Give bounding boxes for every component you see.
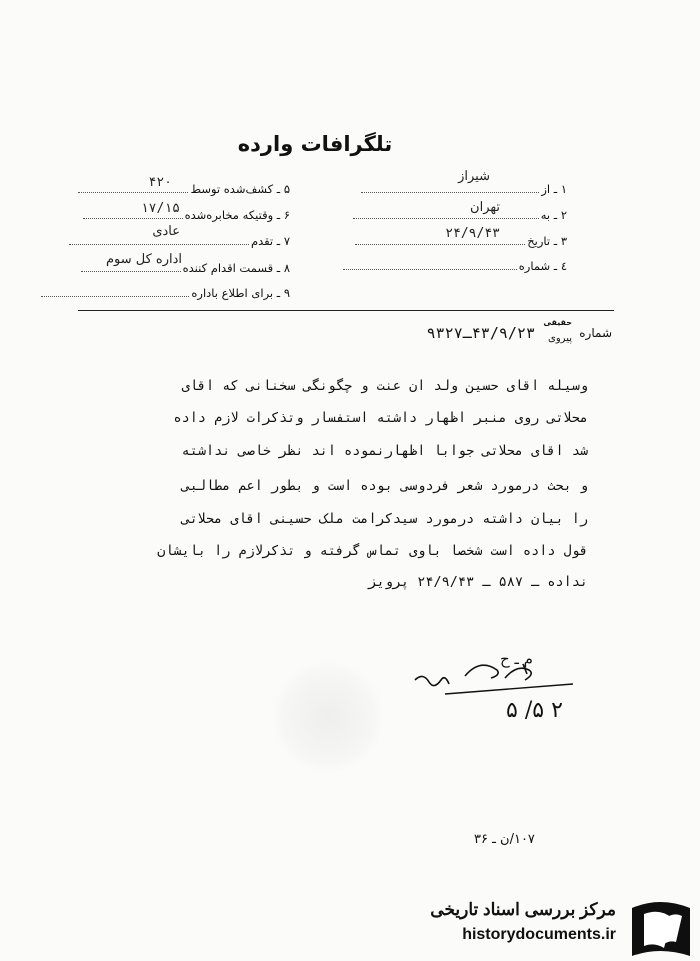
footer-code: ۱۰۷/ن ـ ۳۶: [474, 832, 535, 847]
body-line: شد اقای محلاتی جوابا اظهارنموده اند نظر خاصی نداشته: [181, 443, 588, 459]
field-decoded-by: [78, 182, 290, 196]
field-label: ۵ ـ کشف‌شده توسط: [190, 182, 290, 196]
field-value-action-dept: اداره کل سوم: [105, 252, 182, 267]
signature-stroke: [415, 676, 449, 685]
archive-logo: [400, 898, 692, 958]
divider: [78, 310, 614, 311]
body-line: را بیان داشته درمورد سیدکرامت ملک حسینی اقای محلاتی: [181, 511, 588, 527]
field-label: ۳ ـ تاریخ: [527, 234, 567, 248]
field-label: ۸ ـ قسمت اقدام کننده: [182, 261, 290, 275]
field-value-from: شیراز: [458, 169, 490, 184]
body-line: نداده ـ ۵۸۷ ـ ۲۴/۹/۴۳ پرویز: [368, 574, 588, 590]
annotation-sign-line: م ـ ح: [500, 650, 533, 668]
field-to: [353, 208, 567, 222]
field-label: ۷ ـ تقدم: [250, 234, 290, 248]
field-value-priority: عادی: [152, 224, 180, 239]
field-from: [361, 182, 567, 196]
signature-stroke: [465, 665, 498, 678]
reference-number: ۴۳/۹/۲۳ـ۹۳۲۷: [426, 324, 535, 342]
field-value-to: تهران: [470, 200, 500, 215]
body-line: محلاتی روی منبر اظهار داشته استفسار وتذکرات لازم داده: [173, 410, 588, 426]
field-label: ۱ ـ از: [541, 182, 567, 196]
field-transmitted: [83, 208, 290, 222]
field-label: ۲ ـ به: [540, 208, 567, 222]
body-line: قول داده است شخصا باوی تماس گرفته و تذکرلازم را بایشان: [157, 543, 588, 559]
logo-name: مرکز بررسی اسناد تاریخی: [430, 900, 616, 919]
field-label: ۶ ـ وقتیکه مخابره‌شده: [184, 208, 290, 222]
body-line: و بحث درمورد شعر فردوسی بوده است و بطور اعم مطالبی: [181, 478, 588, 494]
field-label: ٤ ـ شماره: [518, 259, 567, 273]
reference-note-bottom: پیروی: [548, 333, 572, 344]
field-number: [343, 259, 567, 273]
page-title: تلگرافات وارده: [237, 132, 393, 156]
field-value-date: ۲۴/۹/۴۳: [445, 226, 500, 241]
annotation-number: ۲ ۵/ ۵: [506, 698, 563, 723]
reference-note-top: حقیقی: [543, 318, 572, 327]
reference-label: شماره: [579, 326, 612, 340]
field-value-transmitted: ۱۷/۱۵: [140, 201, 180, 216]
logo-url: historydocuments.ir: [462, 926, 616, 943]
field-value-decoded-by: ۴۲۰: [148, 175, 172, 190]
signature-underline: [445, 684, 573, 694]
book-logo-icon: [630, 898, 692, 958]
body-line: وسیله اقای حسین ولد ان عنت و چگونگی سخنانی که اقای: [181, 378, 588, 394]
field-label: ۹ ـ برای اطلاع باداره: [191, 286, 290, 300]
faded-stamp: [268, 662, 388, 772]
field-for-info: [41, 286, 290, 300]
